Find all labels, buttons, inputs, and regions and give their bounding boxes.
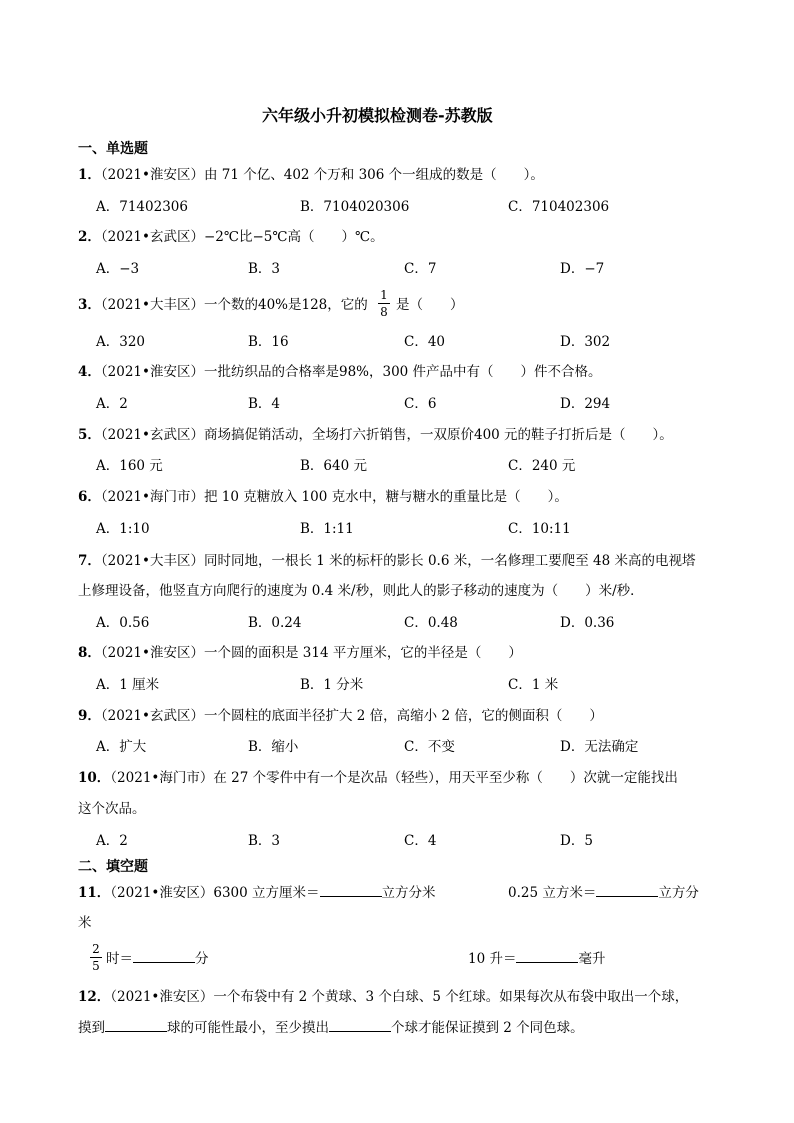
question-1 (78, 166, 544, 184)
option-c: C．10:11 (508, 521, 571, 537)
unit-text: 分 (195, 951, 209, 967)
fraction-denominator: 8 (380, 305, 388, 319)
question-text: （2021•海门市）在 27 个零件中有一个是次品（轻些），用天平至少称（ ）次就一定能找出 (110, 770, 678, 786)
question-text: 10 升＝ (468, 951, 517, 967)
question-text: （2021•大丰区）同时同地，一根长 1 米的标杆的影长 0.6 米，一名修理工要爬至 48 米高的电视塔 (100, 553, 696, 569)
question-11 (78, 884, 436, 902)
question-text: 个球才能保证摸到 2 个同色球。 (391, 1020, 584, 1036)
question-7-line-2: 上修理设备，他竖直方向爬行的速度为 0.4 米/秒，则此人的影子移动的速度为（ ）米/秒． (78, 583, 644, 599)
fraction-two-fifths (90, 942, 102, 973)
option-a: A．0.56 (96, 615, 150, 631)
option-d: D．0.36 (560, 615, 615, 631)
question-2 (78, 228, 384, 246)
question-number: 1． (78, 167, 101, 183)
option-a: A．扩大 (96, 739, 147, 755)
question-text: 0.25 立方米＝ (508, 885, 597, 901)
option-b: B．4 (248, 396, 281, 412)
unit-text: 立方分米 (381, 885, 436, 901)
question-number: 2． (78, 229, 101, 245)
answer-blank[interactable] (320, 884, 382, 897)
question-10-line-2: 这个次品。 (78, 801, 146, 817)
option-a: A．71402306 (96, 199, 188, 215)
question-number: 3． (78, 297, 101, 313)
question-11-part-2 (508, 884, 699, 902)
section-heading-single-choice: 一、单选题 (78, 141, 148, 157)
question-text: （2021•玄武区）商场搞促销活动，全场打六折销售，一双原价400 元的鞋子打折后是（ ）。 (100, 427, 673, 443)
question-text: （2021•海门市）把 10 克糖放入 100 克水中，糖与糖水的重量比是（ ）。 (100, 489, 568, 505)
option-a: A．−3 (96, 261, 140, 277)
question-12-line-2 (78, 1019, 584, 1037)
option-a: A．1 厘米 (96, 677, 160, 693)
question-text: 球的可能性最小，至少摸出 (167, 1020, 329, 1036)
question-number: 7． (78, 553, 101, 569)
option-b: B．1:11 (300, 521, 354, 537)
option-b: B．3 (248, 261, 281, 277)
option-b: B．缩小 (248, 739, 299, 755)
option-d: D．−7 (560, 261, 605, 277)
question-number: 11． (78, 885, 111, 901)
question-3 (78, 296, 368, 314)
option-d: D．302 (560, 334, 611, 350)
option-a: A．1:10 (96, 521, 150, 537)
question-10 (78, 769, 678, 787)
option-a: A．2 (96, 396, 128, 412)
option-b: B．640 元 (300, 458, 367, 474)
question-4 (78, 363, 602, 381)
option-c: C．710402306 (508, 199, 610, 215)
question-7 (78, 552, 695, 570)
question-number: 9． (78, 708, 101, 724)
unit-text: 毫升 (578, 951, 606, 967)
option-d: D．294 (560, 396, 611, 412)
question-text: （2021•淮安区）一批纺织品的合格率是98%，300 件产品中有（ ）件不合格。 (100, 364, 602, 380)
unit-text-wrap: 米 (78, 915, 92, 931)
question-5 (78, 426, 673, 444)
answer-blank[interactable] (596, 884, 658, 897)
answer-blank[interactable] (329, 1019, 391, 1032)
question-text: 时＝ (106, 951, 133, 967)
option-c: C．0.48 (404, 615, 458, 631)
option-c: C．6 (404, 396, 437, 412)
fraction-numerator: 2 (90, 942, 102, 958)
answer-blank[interactable] (133, 950, 195, 963)
question-text: （2021•玄武区）−2℃比−5℃高（ ）℃。 (100, 229, 384, 245)
option-c: C．240 元 (508, 458, 576, 474)
question-text: （2021•玄武区）一个圆柱的底面半径扩大 2 倍，高缩小 2 倍，它的侧面积（ ） (100, 708, 603, 724)
answer-blank[interactable] (105, 1019, 167, 1032)
question-11-part-3 (106, 950, 209, 968)
fraction-one-eighth (378, 288, 390, 319)
option-a: A．320 (96, 334, 146, 350)
question-11-part-4 (468, 950, 605, 968)
question-number: 10． (78, 770, 111, 786)
option-c: C．不变 (404, 739, 455, 755)
question-number: 6． (78, 489, 101, 505)
question-12 (78, 988, 688, 1006)
option-d: D．5 (560, 833, 593, 849)
option-b: B．16 (248, 334, 289, 350)
option-c: C．1 米 (508, 677, 559, 693)
option-c: C．7 (404, 261, 437, 277)
fraction-denominator: 5 (92, 959, 100, 973)
question-number: 4． (78, 364, 101, 380)
option-b: B．3 (248, 833, 281, 849)
question-8 (78, 644, 522, 662)
option-a: A．2 (96, 833, 128, 849)
question-number: 8． (78, 645, 101, 661)
question-number: 12． (78, 989, 111, 1005)
question-text: 摸到 (78, 1020, 105, 1036)
question-text: （2021•淮安区）6300 立方厘米＝ (110, 885, 320, 901)
page-title: 六年级小升初模拟检测卷-苏教版 (262, 106, 493, 125)
question-text: （2021•淮安区）由 71 个亿、402 个万和 306 个一组成的数是（ ）。 (100, 167, 544, 183)
answer-blank[interactable] (516, 950, 578, 963)
fraction-numerator: 1 (378, 288, 390, 304)
question-text: （2021•淮安区）一个圆的面积是 314 平方厘米，它的半径是（ ） (100, 645, 522, 661)
question-text: （2021•淮安区）一个布袋中有 2 个黄球、3 个白球、5 个红球。如果每次从布袋中取出一个球， (110, 989, 689, 1005)
option-d: D．无法确定 (560, 739, 639, 755)
option-b: B．7104020306 (300, 199, 410, 215)
option-c: C．40 (404, 334, 446, 350)
question-number: 5． (78, 427, 101, 443)
option-b: B．0.24 (248, 615, 302, 631)
question-9 (78, 707, 603, 725)
question-text-after: 是（ ） (396, 297, 464, 313)
question-text: （2021•大丰区）一个数的40%是128，它的 (100, 297, 368, 313)
option-a: A．160 元 (96, 458, 163, 474)
question-6 (78, 488, 568, 506)
section-heading-fill-blank: 二、填空题 (78, 859, 148, 875)
unit-text: 立方分 (658, 885, 699, 901)
option-c: C．4 (404, 833, 437, 849)
option-b: B．1 分米 (300, 677, 364, 693)
